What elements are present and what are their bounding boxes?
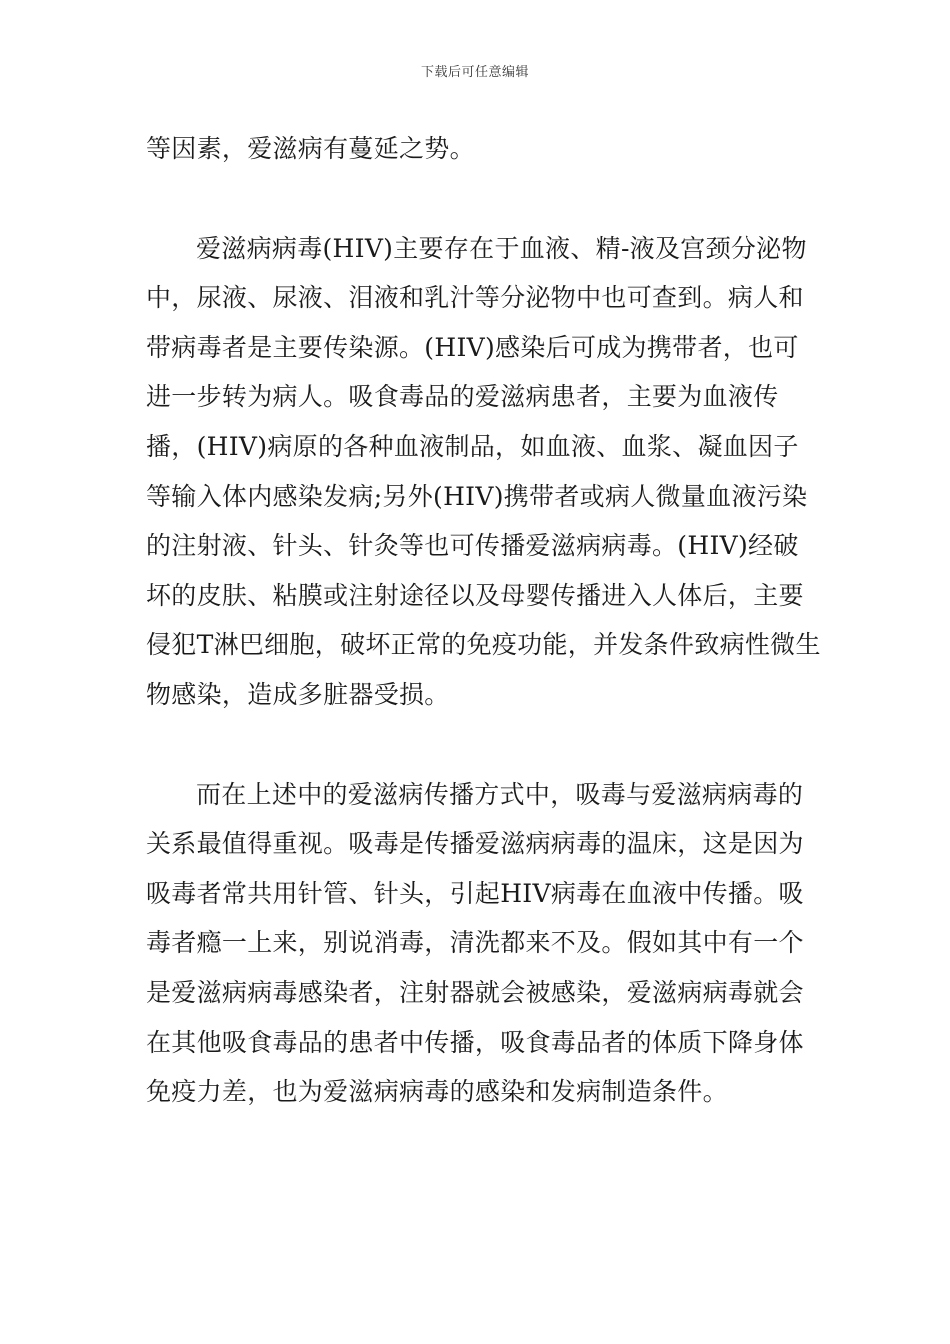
document-body [146,124,821,1117]
paragraph-continuation: 等因素，爱滋病有蔓延之势。 [146,134,475,163]
paragraph-drug-use: 而在上述中的爱滋病传播方式中，吸毒与爱滋病病毒的关系最值得重视。吸毒是传播爱滋病病毒的温床，这是因为吸毒者常共用针管、针头，引起HIV病毒在血液中传播。吸毒者瘾一上来，别说消毒，清洗都来不及。假如其中有一个是爱滋病病毒感染者，注射器就会被感染，爱滋病病毒就会在其他吸食毒品的患者中传播，吸食毒品者的体质下降身体免疫力差，也为爱滋病病毒的感染和发病制造条件。 [146,779,804,1107]
paragraph-hiv-transmission: 爱滋病病毒(HIV)主要存在于血液、精-液及宫颈分泌物中，尿液、尿液、泪液和乳汁等分泌物中也可查到。病人和带病毒者是主要传染源。(HIV)感染后可成为携带者，也可进一步转为病人。吸食毒品的爱滋病患者，主要为血液传播，(HIV)病原的各种血液制品，如血液、血浆、凝血因子等输入体内感染发病;另外(HIV)携带者或病人微量血液污染的注射液、针头、针灸等也可传播爱滋病病毒。(HIV)经破坏的皮肤、粘膜或注射途径以及母婴传播进入人体后，主要侵犯T淋巴细胞，破坏正常的免疫功能，并发条件致病性微生物感染，造成多脏器受损。 [146,233,821,709]
page-header: 下载后可任意编辑 [420,65,529,80]
